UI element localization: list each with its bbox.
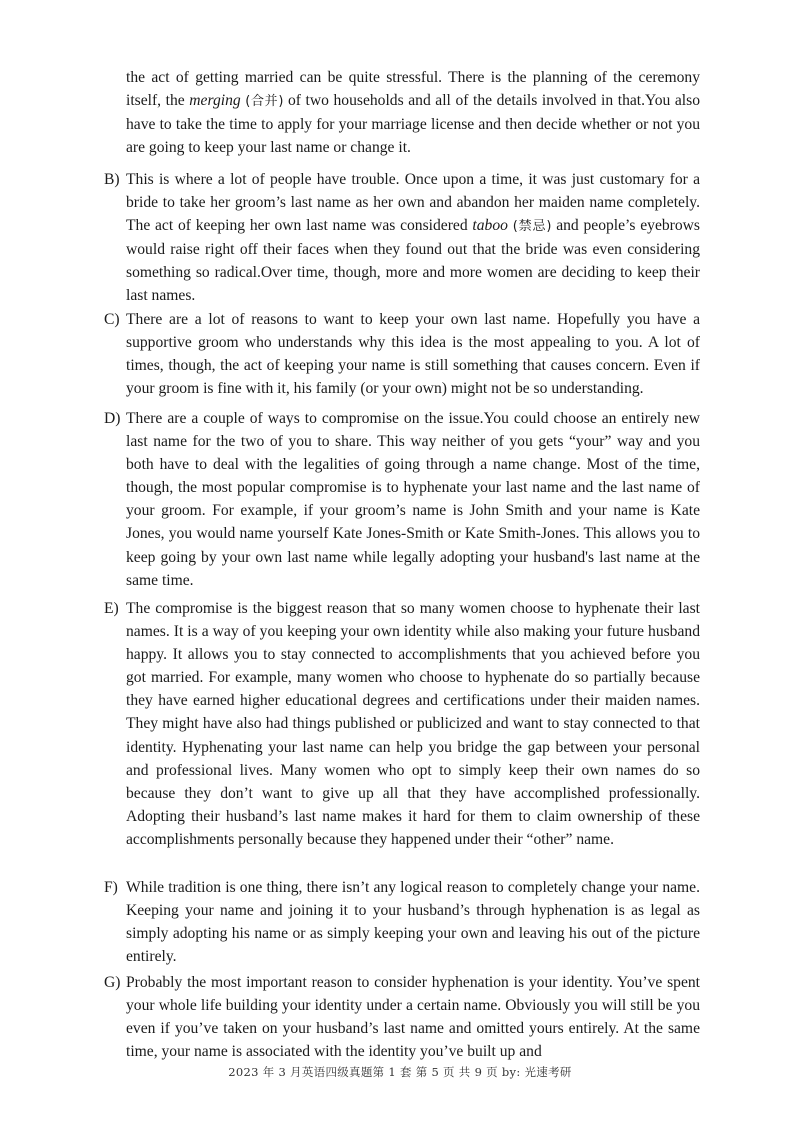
item-body-d: There are a couple of ways to compromise on the issue.You could choose an entirely new last name for the two of you to share. This way neither of you gets “your” way and you both have to deal with the legalities of going through a name change. Most of the time, though, the most popular compromise is to hyphenate your last name and the last name of your groom. For example, if your groom’s name is John Smith and your name is Kate Jones, you would name yourself Kate Jones-Smith or Kate Smith-Jones. This allows you to keep going by your own last name while legally adopting your husband's last name at the same time. (126, 410, 700, 589)
intro-text-end: of two households and all of the details involved in that.You also have to take the time to apply for your marriage license and then decide whether or not you are going to keep your last name or change it. (126, 92, 700, 157)
item-body-e: The compromise is the biggest reason that so many women choose to hyphenate their last names. It is a way of you keeping your own identity while also making your future husband happy. It allows you to stay connected to accomplishments that you achieved before you got married. For example, many women who choose to hyphenate do so partially because they have earned higher educational degrees and certifications under their maiden names. They might have also had things published or publicized and want to stay connected to that identity. Hyphenating your last name can help you bridge the gap between your personal and professional lives. Many women who opt to simply keep their own names do so because they don’t want to give up all that they have accomplished professionally. Adopting their husband’s last name makes it hard for them to claim ownership of these accomplishments personally because they happened under their “other” name. (126, 600, 700, 848)
page-footer: 2023 年 3 月英语四级真题第 1 套 第 5 页 共 9 页 by: 光速考研 (228, 1065, 572, 1079)
intro-text-start: the act of getting married can be quite stressful. There is the planning of the ceremony itself, the (126, 69, 700, 110)
item-label-f: F) (104, 879, 118, 896)
item-label-e: E) (104, 600, 119, 617)
item-label-b: B) (104, 171, 120, 188)
vocab-term-merging: merging (189, 92, 241, 110)
item-body-b (126, 168, 700, 308)
item-label-c: C) (104, 311, 120, 328)
vocab-term-taboo: taboo (472, 217, 508, 235)
item-body-g: Probably the most important reason to consider hyphenation is your identity. You’ve spent your whole life building your identity under a certain name. Obviously you will still be you even if you’ve taken on your husband’s last name and omitted yours entirely. At the same time, your name is associated with the identity you’ve built up and (126, 974, 700, 1061)
gloss-merging: (合并) (245, 94, 284, 110)
item-body-c: There are a lot of reasons to want to keep your own last name. Hopefully you have a supportive groom who understands why this idea is the most appealing to you. A lot of times, though, the act of keeping your name is still something that causes concern. Even if your groom is fine with it, his family (or your own) might not be so understanding. (126, 311, 700, 398)
item-body-f: While tradition is one thing, there isn’t any logical reason to completely change your name. Keeping your name and joining it to your husband’s through hyphenation is as legal as simply adopting his name or as simply keeping your own and leaving his out of the picture entirely. (126, 879, 700, 966)
item-b-text-start: This is where a lot of people have trouble. Once upon a time, it was just customary for a bride to take her groom’s last name as her own and abandon her maiden name completely. The act of keeping her own last name was considered (126, 171, 700, 235)
item-b-text-end: and people’s eyebrows would raise right off their faces when they found out that the bride was even considering something so radical.Over time, though, more and more women are deciding to keep their last names. (126, 217, 700, 305)
gloss-taboo: (禁忌) (512, 219, 552, 235)
intro-paragraph (126, 66, 700, 159)
item-label-d: D) (104, 410, 121, 427)
item-label-g: G) (104, 974, 121, 991)
